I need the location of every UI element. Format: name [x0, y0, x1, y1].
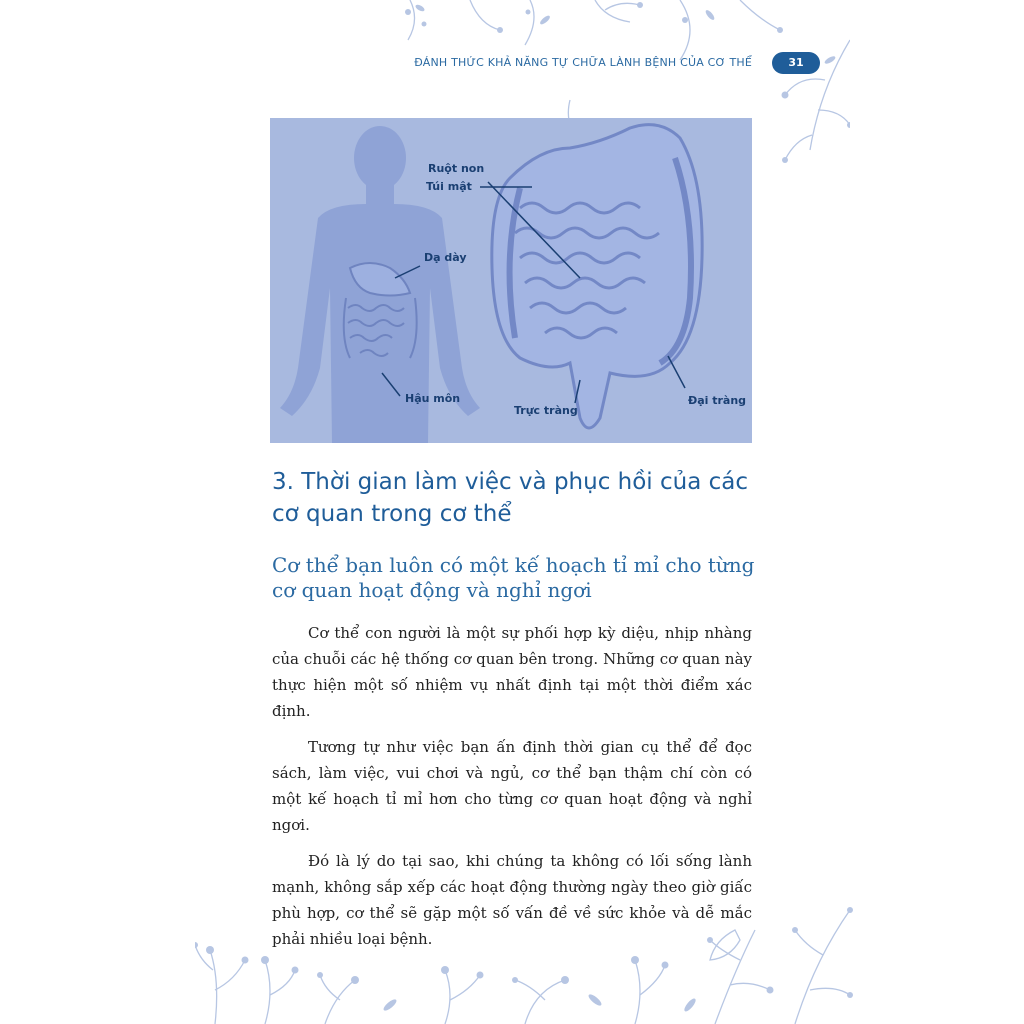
label-stomach: Dạ dày	[424, 251, 467, 264]
page-number-badge: 31	[772, 52, 820, 74]
section-heading: 3. Thời gian làm việc và phục hồi của các cơ quan trong cơ thể	[272, 469, 749, 527]
intestine-detail	[492, 125, 702, 428]
paragraph-1: Cơ thể con người là một sự phối hợp kỳ diệu, nhịp nhàng của chuỗi các hệ thống cơ quan bên trong. Những cơ quan này thực hiện một số nhiệm vụ nhất định tại một thời điểm xác định.	[272, 624, 752, 720]
label-anus: Hậu môn	[405, 392, 461, 405]
section-subheading: Cơ thể bạn luôn có một kế hoạch tỉ mỉ cho từng cơ quan hoạt động và nghỉ ngơi	[272, 553, 755, 602]
body-text	[272, 620, 752, 962]
paragraph-2: Tương tự như việc bạn ấn định thời gian cụ thể để đọc sách, làm việc, vui chơi và ngủ, cơ thể bạn thậm chí còn có một kế hoạch tỉ mỉ hơn cho từng cơ quan hoạt động và nghỉ ngơi.	[272, 738, 752, 834]
label-small-intestine: Ruột non	[428, 162, 485, 175]
label-rectum: Trực tràng	[514, 404, 578, 417]
digestive-system-illustration	[270, 118, 752, 443]
paragraph-3: Đó là lý do tại sao, khi chúng ta không có lối sống lành mạnh, không sắp xếp các hoạt động thường ngày theo giờ giấc phù hợp, cơ thể sẽ gặp một số vấn đề về sức khỏe và dễ mắc phải nhiều loại bệnh.	[272, 852, 752, 948]
running-header	[380, 50, 820, 78]
label-colon: Đại tràng	[688, 394, 747, 407]
digestive-system-figure	[270, 118, 752, 443]
running-title: ĐÁNH THỨC KHẢ NĂNG TỰ CHỮA LÀNH BỆNH CỦA CƠ THỂ	[414, 56, 752, 69]
label-gallbladder: Túi mật	[426, 180, 472, 193]
